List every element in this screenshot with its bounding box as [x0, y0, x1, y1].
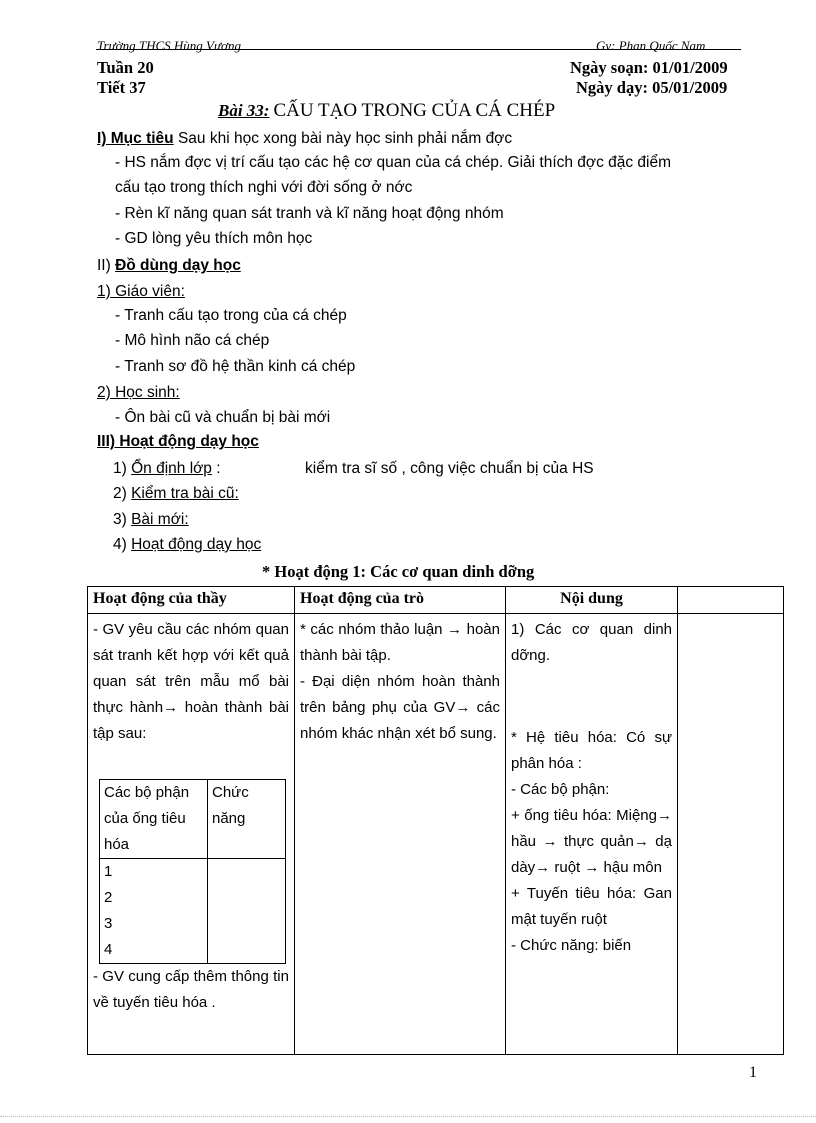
- activity-table: [87, 586, 784, 1055]
- teacher-instruction: - GV yêu cầu các nhóm quan sát tranh kết hợp với kết quả quan sát trên mẫu mổ bài thực hành→ hoàn thành bài tập sau:: [93, 621, 289, 742]
- materials-heading: Đồ dùng dạy học: [115, 257, 241, 274]
- student-material-item: - Ôn bài cũ và chuẩn bị bài mới: [115, 409, 331, 426]
- week-label: Tuần 20: [97, 58, 154, 77]
- content-cell: [506, 614, 678, 1055]
- page-number: 1: [749, 1064, 757, 1081]
- student-materials-heading: 2) Học sinh:: [97, 384, 180, 401]
- table-header-row: [88, 587, 784, 614]
- inner-header-function: Chức năng: [208, 780, 286, 859]
- digestive-exercise-table: [99, 779, 286, 964]
- objectives-intro: Sau khi học xong bài này học sinh phải nắm đợc: [173, 130, 513, 147]
- inner-function-cell: [208, 859, 286, 964]
- header-content: Nội dung: [506, 587, 678, 614]
- header-divider: [96, 49, 741, 50]
- step-3-label: Bài mới:: [131, 511, 189, 528]
- header-teacher: Hoạt động của thầy: [88, 587, 295, 614]
- student-discussion: * các nhóm thảo luận → hoàn thành bài tập.: [300, 621, 500, 664]
- objective-item: - HS nắm đợc vị trí cấu tạo các hệ cơ quan của cá chép. Giải thích đợc đặc điểm: [115, 154, 672, 171]
- teacher-materials-heading: 1) Giáo viên:: [97, 283, 185, 300]
- lesson-number: Bài 33:: [218, 101, 270, 120]
- objectives-heading: I) Mục tiêu: [97, 130, 174, 147]
- school-name: Trường THCS Hùng Vương: [97, 38, 241, 53]
- step-1-label: Ổn định lớp: [131, 460, 212, 477]
- teacher-activity-cell: [88, 614, 295, 1055]
- empty-cell: [678, 614, 784, 1055]
- objective-item: - GD lòng yêu thích môn học: [115, 230, 313, 247]
- step-2: 2) Kiểm tra bài cũ:: [113, 485, 239, 502]
- step-4: 4) Hoạt động dạy học: [113, 536, 262, 553]
- teacher-name: Gv: Phan Quốc Nam: [596, 38, 706, 53]
- content-parts: - Các bộ phận:: [511, 781, 610, 798]
- content-function: - Chức năng: biến: [511, 937, 632, 954]
- teacher-material-item: - Mô hình não cá chép: [115, 332, 270, 349]
- step-1-text: kiểm tra sĩ số , công việc chuẩn bị của HS: [305, 460, 594, 477]
- header-student: Hoạt động của trò: [295, 587, 506, 614]
- activities-heading: III) Hoạt động dạy học: [97, 433, 259, 450]
- student-activity-cell: [295, 614, 506, 1055]
- page-bottom-edge: [0, 1116, 816, 1123]
- inner-numbers-cell: 1 2 3 4: [100, 859, 208, 964]
- inner-header-parts: Các bộ phận của ống tiêu hóa: [100, 780, 208, 859]
- student-presentation: - Đại diện nhóm hoàn thành trên bảng phụ của GV→ các nhóm khác nhận xét bổ sung.: [300, 673, 500, 742]
- table-row: [88, 614, 784, 1055]
- teach-date: Ngày dạy: 05/01/2009: [576, 78, 728, 97]
- objective-item: - Rèn kĩ năng quan sát tranh và kĩ năng hoạt động nhóm: [115, 205, 504, 222]
- objective-item: cấu tạo trong thích nghi với đời sống ở nớc: [115, 179, 413, 196]
- lesson-title-row: [218, 100, 555, 122]
- lesson-title: CẤU TẠO TRONG CỦA CÁ CHÉP: [273, 100, 556, 121]
- teacher-material-item: - Tranh cấu tạo trong của cá chép: [115, 307, 347, 324]
- step-2-label: Kiểm tra bài cũ:: [131, 485, 239, 502]
- header-empty: [678, 587, 784, 614]
- content-digestive: * Hệ tiêu hóa: Có sự phân hóa :: [511, 729, 672, 772]
- teacher-material-item: - Tranh sơ đồ hệ thần kinh cá chép: [115, 358, 356, 375]
- content-tract: + ống tiêu hóa: Miệng→ hầu → thực quản→ dạ dày→ ruột → hậu môn: [511, 807, 672, 876]
- activity-1-title: * Hoạt động 1: Các cơ quan dinh dỡng: [262, 562, 535, 581]
- content-glands: + Tuyến tiêu hóa: Gan mật tuyến ruột: [511, 885, 672, 928]
- materials-prefix: II): [97, 257, 116, 274]
- step-3: 3) Bài mới:: [113, 511, 189, 528]
- content-title: 1) Các cơ quan dinh dỡng.: [511, 621, 672, 664]
- materials-line: [97, 257, 241, 275]
- teacher-info-note: - GV cung cấp thêm thông tin về tuyến tiêu hóa .: [93, 968, 289, 1011]
- step-1: 1) Ổn định lớp :: [113, 460, 221, 477]
- period-label: Tiết 37: [97, 78, 146, 97]
- objectives-line: [97, 130, 512, 148]
- step-4-label: Hoạt động dạy học: [131, 536, 262, 553]
- prep-date: Ngày soạn: 01/01/2009: [570, 58, 728, 77]
